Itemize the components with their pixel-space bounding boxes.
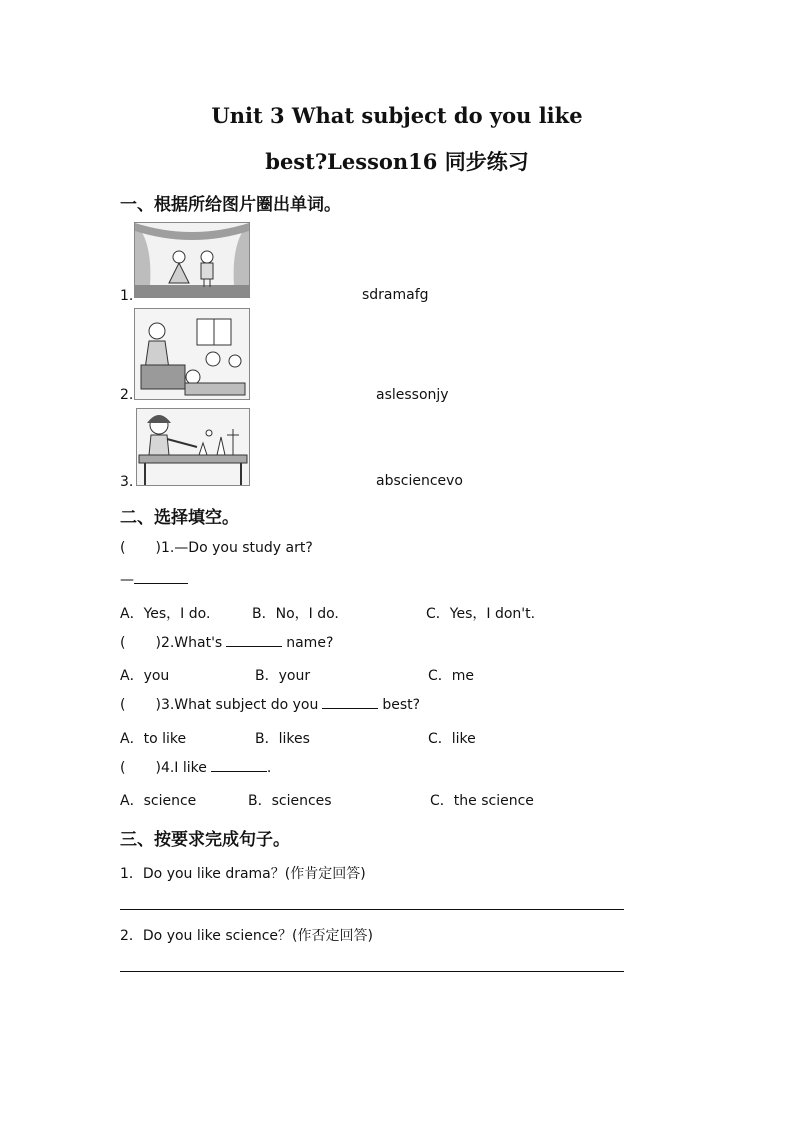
q1-option-c: C．Yes，I don't. — [426, 606, 536, 622]
q1-answer-blank[interactable] — [134, 571, 188, 584]
q2-question-post: name? — [286, 635, 334, 651]
s3-question1: 1．Do you like drama？(作肯定回答) — [120, 866, 366, 882]
s1-item1-letters: sdramafg — [362, 287, 429, 303]
q3-paren-close: ) — [155, 697, 161, 713]
q2-paren-open: ( — [120, 635, 126, 651]
q2-option-a: A．you — [120, 668, 170, 684]
q1-option-a: A．Yes，I do. — [120, 606, 211, 622]
drama-stage-icon — [134, 222, 250, 298]
q1-answer-line — [120, 571, 188, 588]
section2-heading: 二、选择填空。 — [120, 508, 239, 528]
q3-question-pre: 3.What subject do you — [160, 697, 319, 713]
q4-question-post: . — [266, 760, 272, 776]
s1-item3-letters: absciencevo — [376, 473, 463, 489]
s1-item1-number: 1. — [120, 288, 134, 304]
q4-paren-open: ( — [120, 760, 126, 776]
s3-answer-line2[interactable] — [120, 971, 624, 972]
q4-question-pre: 4.I like — [160, 760, 207, 776]
page-title-line1: Unit 3 What subject do you like — [211, 103, 583, 128]
s1-item2-number: 2. — [120, 387, 134, 403]
q1-paren-open: ( — [120, 540, 126, 556]
s1-item2-letters: aslessonjy — [376, 387, 449, 403]
q4-option-c: C．the science — [430, 793, 534, 809]
section3-heading: 三、按要求完成句子。 — [120, 830, 290, 850]
q2-option-b: B．your — [255, 668, 311, 684]
q3-option-a: A．to like — [120, 731, 187, 747]
q2-stem — [120, 634, 333, 651]
q3-paren-open: ( — [120, 697, 126, 713]
q1-option-b: B．No，I do. — [252, 606, 339, 622]
q2-question-pre: 2.What's — [160, 635, 223, 651]
q4-option-a: A．science — [120, 793, 197, 809]
q4-paren-close: ) — [155, 760, 161, 776]
q3-stem — [120, 696, 420, 713]
q2-blank[interactable] — [226, 634, 282, 647]
science-experiment-icon — [136, 408, 250, 486]
s3-answer-line1[interactable] — [120, 909, 624, 910]
q4-option-b: B．sciences — [248, 793, 332, 809]
q4-blank[interactable] — [211, 759, 267, 772]
q2-paren-close: ) — [155, 635, 161, 651]
section1-heading: 一、根据所给图片圈出单词。 — [120, 195, 341, 215]
q1-stem — [120, 540, 313, 556]
q3-question-post: best? — [382, 697, 421, 713]
classroom-lesson-icon — [134, 308, 250, 400]
s3-question2: 2．Do you like science？(作否定回答) — [120, 928, 373, 944]
q1-dash: — — [120, 572, 134, 588]
q2-option-c: C．me — [428, 668, 475, 684]
q3-blank[interactable] — [322, 696, 378, 709]
s1-item3-number: 3. — [120, 474, 134, 490]
q3-option-b: B．likes — [255, 731, 310, 747]
q1-question: 1.—Do you study art? — [160, 540, 313, 556]
page-title-line2: best?Lesson16 同步练习 — [265, 149, 529, 174]
q3-option-c: C．like — [428, 731, 476, 747]
q4-stem — [120, 759, 271, 776]
q1-paren-close: ) — [155, 540, 161, 556]
